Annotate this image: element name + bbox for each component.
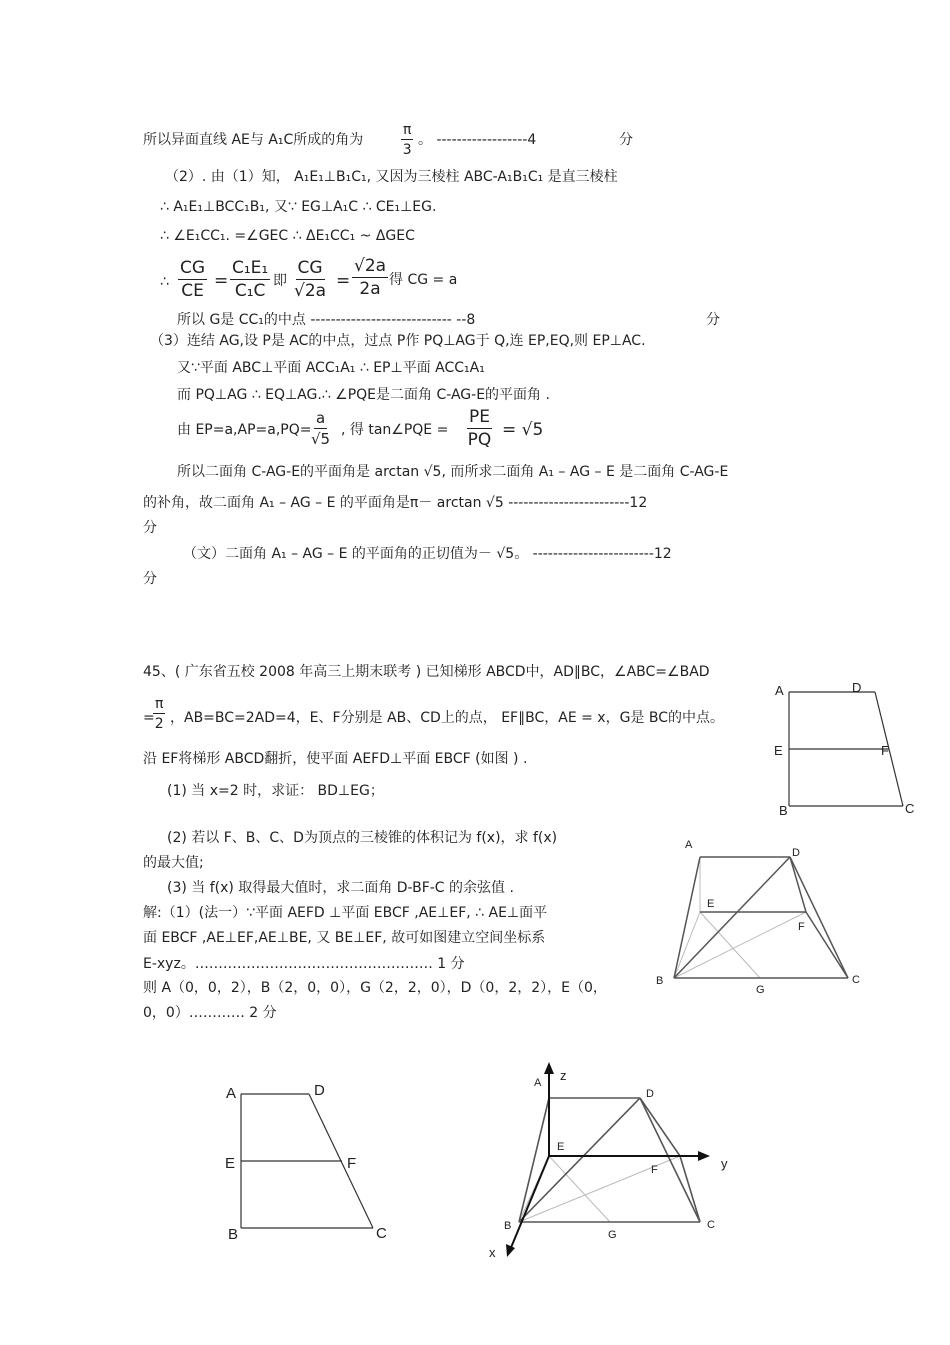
folded-small-figure: [674, 857, 848, 978]
label-d: D: [792, 847, 800, 859]
label-a: A: [226, 1085, 237, 1102]
label-c: C: [852, 974, 860, 986]
score-unit: 分: [706, 312, 720, 328]
y-arrow-icon: [698, 1151, 710, 1161]
part3-line-2: 又∵平面 ABC⊥平面 ACC₁A₁ ∴ EP⊥平面 ACC₁A₁: [177, 360, 485, 376]
question-2: (2) 若以 F、B、C、D为顶点的三棱锥的体积记为 f(x)，求 f(x): [167, 830, 558, 846]
score-unit: 分: [143, 571, 157, 587]
label-a: A: [775, 683, 784, 698]
label-e: E: [774, 743, 783, 758]
label-b: B: [228, 1226, 239, 1243]
problem-45-line-2: ，AB=BC=2AD=4，E、F分别是 AB、CD上的点， EF∥BC，AE = x，G是 BC的中点。: [170, 710, 725, 726]
label-f: F: [651, 1164, 658, 1176]
label-b: B: [779, 803, 788, 818]
label-c: C: [905, 801, 915, 816]
label-e: E: [707, 898, 715, 910]
z-arrow-icon: [544, 1062, 554, 1074]
part2-intro: （2）. 由（1）知， A₁E₁⊥B₁C₁, 又因为三棱柱 ABC-A₁B₁C₁ 是直三棱柱: [165, 169, 618, 185]
solution-line-2: 面 EBCF ,AE⊥EF,AE⊥BE, 又 BE⊥EF, 故可如图建立空间坐标系: [143, 930, 546, 946]
score-marker-4: 。 ------------------4: [418, 132, 537, 148]
label-b: B: [656, 975, 664, 987]
solution-line-5: 0，0）………… 2 分: [143, 1005, 277, 1021]
part3-line-4-end: = √5: [502, 420, 544, 440]
solution-line-1: 解:（1）(法一）∵平面 AEFD ⊥平面 EBCF ,AE⊥EF, ∴ AE⊥面平: [143, 905, 548, 921]
label-f: F: [881, 743, 889, 758]
problem-45-line-3: 沿 EF将梯形 ABCD翻折，使平面 AEFD⊥平面 EBCF (如图 ) .: [143, 751, 528, 767]
question-3: (3) 当 f(x) 取得最大值时，求二面角 D-BF-C 的余弦值 .: [167, 880, 514, 896]
fraction-denominator: PQ: [467, 430, 492, 450]
score-unit: 分: [143, 520, 157, 536]
part3-line-3: 而 PQ⊥AG ∴ EQ⊥AG.∴ ∠PQE是二面角 C-AG-E的平面角 .: [177, 387, 550, 403]
part3-intro: （3）连结 AG,设 P是 AC的中点，过点 P作 PQ⊥AG于 Q,连 EP,EQ,则 EP⊥AC.: [150, 333, 646, 349]
part3-line-4-start: 由 EP=a,AP=a,PQ=: [177, 422, 312, 438]
part3-line-6: 的补角，故二面角 A₁ – AG – E 的平面角是π－ arctan √5 ------------------------12: [143, 495, 648, 511]
label-f: F: [798, 921, 805, 933]
fraction-denominator: C₁C: [234, 281, 266, 301]
midpoint-conclusion: 所以 G是 CC₁的中点 ---------------------------- --8: [177, 312, 476, 328]
namely-word: 即: [273, 273, 287, 289]
axis-label-z: z: [560, 1068, 567, 1083]
fraction-denominator: √5: [311, 430, 331, 448]
therefore-line-2: ∴ ∠E₁CC₁. =∠GEC ∴ ΔE₁CC₁ ~ ΔGEC: [160, 228, 415, 244]
fraction-numerator: a: [315, 409, 326, 427]
label-e: E: [225, 1155, 236, 1172]
fraction-denominator: CE: [181, 281, 204, 301]
label-d: D: [852, 680, 862, 695]
result-cg-equals-a: 得 CG = a: [389, 272, 458, 288]
fraction-numerator: PE: [469, 407, 490, 427]
equals-sign: =: [143, 710, 155, 726]
folded-axes-figure: [506, 1062, 710, 1257]
fraction-denominator: √2a: [294, 281, 327, 301]
part3-line-5: 所以二面角 C-AG-E的平面角是 arctan √5, 而所求二面角 A₁ – AG – E 是二面角 C-AG-E: [177, 464, 729, 480]
label-c: C: [376, 1225, 387, 1242]
label-g: G: [756, 984, 765, 996]
fraction-numerator: C₁E₁: [232, 258, 269, 278]
label-c: C: [707, 1219, 715, 1231]
label-f: F: [347, 1155, 357, 1172]
label-g: G: [608, 1229, 617, 1241]
axis-label-x: x: [489, 1245, 496, 1260]
part3-line-4-mid: , 得 tan∠PQE =: [341, 422, 449, 438]
equals-sign: =: [336, 271, 351, 291]
problem-45-line-1: 45、( 广东省五校 2008 年高三上期末联考 ) 已知梯形 ABCD中，AD∥BC，∠ABC=∠BAD: [143, 664, 710, 680]
wen-line: （文）二面角 A₁ – AG – E 的平面角的正切值为－ √5。 ------------------------12: [183, 546, 672, 562]
score-unit: 分: [619, 132, 633, 148]
label-b: B: [504, 1220, 512, 1232]
label-a: A: [685, 839, 693, 851]
label-a: A: [534, 1077, 542, 1089]
therefore-symbol: ∴: [160, 274, 169, 290]
fraction-numerator: π: [155, 696, 164, 712]
fraction-denominator: 2: [154, 716, 164, 732]
solution-line-4: 则 A（0，0，2），B（2，0，0），G（2，2，0），D（0，2，2），E（0，: [143, 980, 607, 996]
label-e: E: [557, 1141, 565, 1153]
fraction-denominator: 2a: [359, 279, 381, 299]
fraction-numerator: π: [403, 122, 412, 138]
axis-label-y: y: [721, 1156, 728, 1171]
solution-line-3: E-xyz。…………………………………………… 1 分: [143, 956, 465, 972]
therefore-line-1: ∴ A₁E₁⊥BCC₁B₁, 又∵ EG⊥A₁C ∴ CE₁⊥EG.: [160, 199, 437, 215]
x-arrow-icon: [506, 1244, 515, 1257]
label-d: D: [646, 1088, 654, 1100]
question-2-cont: 的最大值;: [143, 855, 204, 871]
fraction-numerator: √2a: [354, 256, 387, 276]
angle-conclusion-text: 所以异面直线 AE与 A₁C所成的角为: [143, 132, 364, 148]
label-d: D: [314, 1082, 325, 1099]
fraction-numerator: CG: [297, 258, 323, 278]
fraction-denominator: 3: [402, 142, 412, 158]
fraction-numerator: CG: [180, 258, 206, 278]
question-1: (1) 当 x=2 时，求证： BD⊥EG；: [167, 783, 384, 799]
equals-sign: =: [214, 271, 229, 291]
x-axis: [510, 1156, 549, 1250]
